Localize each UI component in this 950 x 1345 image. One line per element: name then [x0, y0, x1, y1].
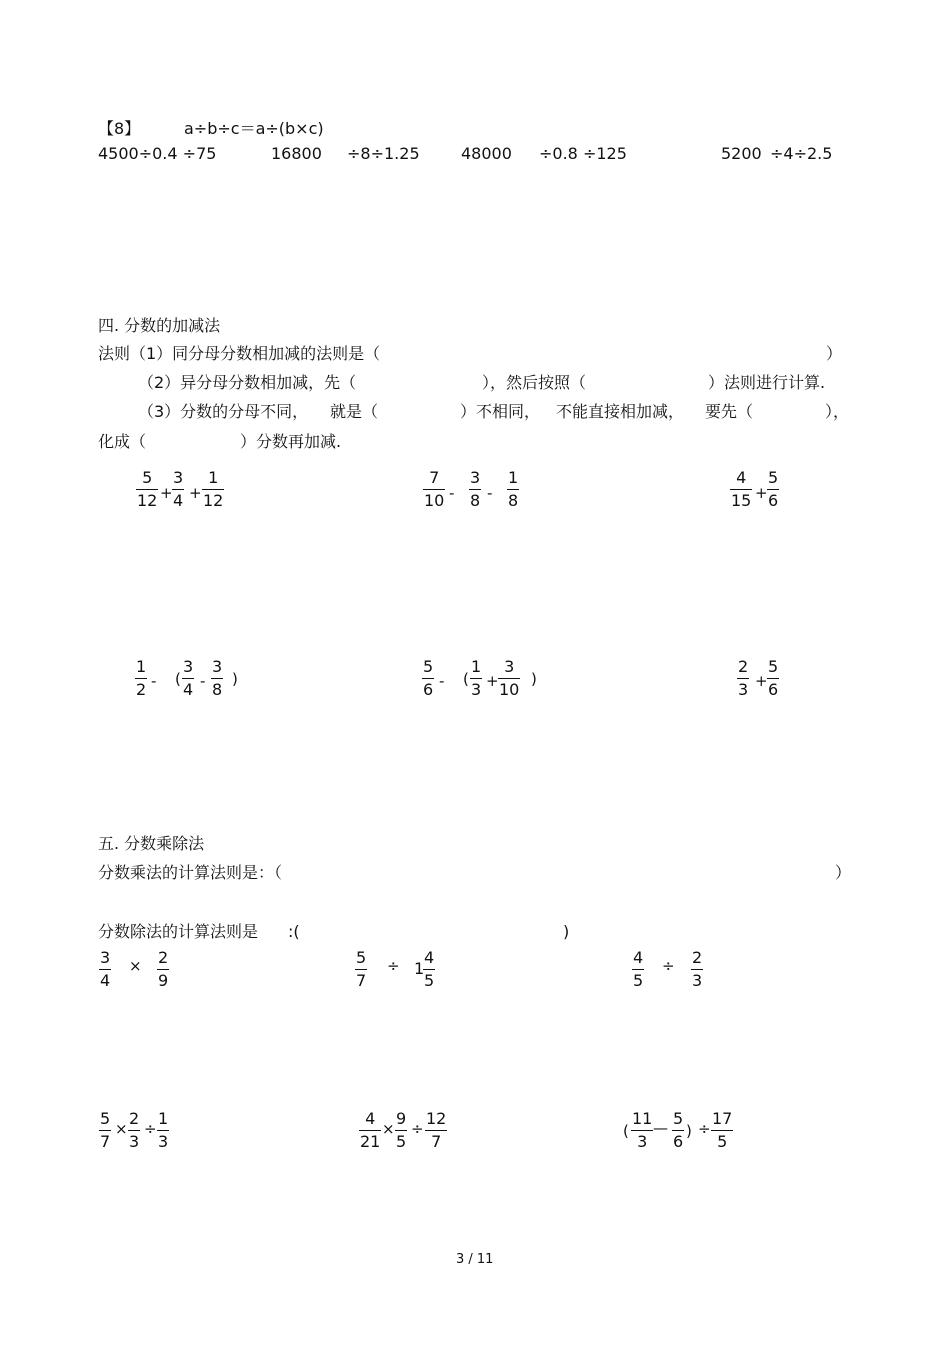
- rule-2-text-a: （2）异分母分数相加减，先（: [138, 373, 357, 392]
- fraction: 3 4: [100, 948, 111, 990]
- rule-2-text-c: ）法则进行计算.: [708, 373, 826, 392]
- problem-8-3-a: 48000: [461, 144, 512, 163]
- section-5-title: 五. 分数乘除法: [98, 834, 205, 853]
- fraction: 17 5: [712, 1109, 733, 1151]
- plus-sign: +: [755, 484, 768, 502]
- plus-sign: +: [189, 484, 202, 502]
- fraction: 1 12: [203, 468, 224, 510]
- times-sign: ×: [129, 957, 142, 975]
- div-rule-close: ): [563, 922, 570, 941]
- mul-rule-close: ）: [835, 863, 852, 882]
- minus-sign: -: [449, 484, 455, 502]
- fraction: 5 6: [423, 657, 434, 699]
- section-8-tag: 【8】: [98, 119, 141, 138]
- fraction: 2 9: [158, 948, 169, 990]
- times-sign: ×: [115, 1120, 128, 1138]
- div-rule-open: :(: [288, 922, 300, 941]
- whole-number: 1: [414, 959, 425, 978]
- fraction: 3 4: [183, 657, 194, 699]
- fraction: 1 3: [158, 1109, 169, 1151]
- right-paren: ): [686, 1122, 692, 1140]
- rule-3-text-c: ）不相同，: [460, 402, 541, 421]
- left-paren: (: [623, 1122, 629, 1140]
- section-8-rule: a÷b÷c＝a÷(b×c): [184, 119, 324, 138]
- rule-3-text-b: 就是（: [330, 402, 379, 421]
- fraction: 2 3: [738, 657, 749, 699]
- fraction: 5 6: [768, 657, 779, 699]
- divide-sign: ÷: [387, 957, 400, 975]
- fraction: 5 7: [356, 948, 367, 990]
- fraction: 12 7: [426, 1109, 447, 1151]
- fraction: 5 12: [137, 468, 158, 510]
- minus-sign: -: [487, 484, 493, 502]
- fraction: 5 6: [768, 468, 779, 510]
- divide-sign: ÷: [144, 1120, 157, 1138]
- fraction: 5 6: [673, 1109, 684, 1151]
- plus-sign: +: [755, 672, 768, 690]
- rule-4-text-b: ）分数再加减.: [240, 432, 342, 451]
- rule-3-text-a: （3）分数的分母不同，: [138, 402, 309, 421]
- fraction: 4 15: [731, 468, 752, 510]
- problem-8-4-b: ÷4÷2.5: [770, 144, 833, 163]
- divide-sign: ÷: [411, 1120, 424, 1138]
- fraction: 7 10: [424, 468, 445, 510]
- mul-rule-text: 分数乘法的计算法则是：（: [98, 863, 283, 882]
- right-paren: ): [232, 670, 238, 688]
- fraction: 4 5: [424, 948, 435, 990]
- fraction: 1 2: [136, 657, 147, 699]
- plus-sign: +: [486, 672, 499, 690]
- rule-2-text-b: ），然后按照（: [482, 373, 587, 392]
- problem-8-2-b: ÷8÷1.25: [347, 144, 420, 163]
- fraction: 1 3: [471, 657, 482, 699]
- rule-3-text-e: 要先（: [705, 402, 754, 421]
- fraction: 4 21: [360, 1109, 381, 1151]
- fraction: 11 3: [632, 1109, 653, 1151]
- problem-8-1: 4500÷0.4 ÷75: [98, 144, 217, 163]
- divide-sign: ÷: [662, 957, 675, 975]
- left-paren: (: [463, 670, 469, 688]
- problem-8-4-a: 5200: [721, 144, 762, 163]
- div-rule-text: 分数除法的计算法则是: [98, 922, 259, 941]
- fraction: 3 10: [499, 657, 520, 699]
- minus-dash: —: [653, 1119, 668, 1137]
- problem-8-3-b: ÷0.8 ÷125: [539, 144, 627, 163]
- fraction: 2 3: [129, 1109, 140, 1151]
- fraction: 4 5: [633, 948, 644, 990]
- fraction: 9 5: [396, 1109, 407, 1151]
- times-sign: ×: [382, 1120, 395, 1138]
- fraction: 2 3: [692, 948, 703, 990]
- section-4-title: 四. 分数的加减法: [98, 316, 221, 335]
- rule-1-close: ）: [826, 344, 843, 363]
- fraction: 3 8: [212, 657, 223, 699]
- fraction: 5 7: [100, 1109, 111, 1151]
- fraction: 1 8: [508, 468, 519, 510]
- problem-8-2-a: 16800: [271, 144, 322, 163]
- rule-1-text: 法则（1）同分母分数相加减的法则是（: [98, 344, 381, 363]
- rule-3-text-d: 不能直接相加减，: [556, 402, 685, 421]
- page-number: 3 / 11: [456, 1252, 494, 1267]
- fraction: 3 4: [173, 468, 184, 510]
- rule-4-text-a: 化成（: [98, 432, 147, 451]
- rule-3-text-f: ），: [825, 402, 850, 421]
- minus-sign: -: [151, 672, 157, 690]
- minus-sign: -: [200, 672, 206, 690]
- divide-sign: ÷: [698, 1120, 711, 1138]
- minus-sign: -: [439, 672, 445, 690]
- plus-sign: +: [160, 484, 173, 502]
- right-paren: ): [531, 670, 537, 688]
- fraction: 3 8: [470, 468, 481, 510]
- left-paren: (: [175, 670, 181, 688]
